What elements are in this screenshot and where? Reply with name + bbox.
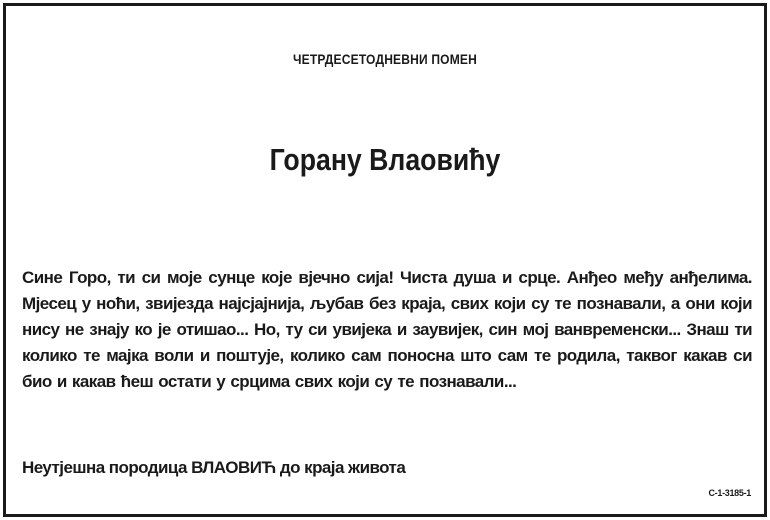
notice-heading: ЧЕТРДЕСЕТОДНЕВНИ ПОМЕН	[293, 51, 477, 67]
notice-body-text: Сине Горо, ти си моје сунце које вјечно сија! Чиста душа и срце. Анђео међу анђелима. Мјесец у ноћи, звијезда најсјајнија, љубав без краја, свих који су те познавали, а они који нису не знају ко је отишао... Но, ту си увијека и заувијек, син мој ванвременски... Знаш ти колико те мајка воли и поштује, колико сам поносна што сам те родила, таквог какав си био и какав ћеш остати у срцима свих који су те познавали...	[22, 268, 752, 391]
family-signature: Неутјешна породица ВЛАОВИЋ до краја живота	[22, 458, 406, 477]
memorial-notice	[3, 3, 767, 517]
ad-code: С-1-3185-1	[708, 488, 751, 498]
deceased-name: Горану Влаовићу	[269, 142, 501, 177]
